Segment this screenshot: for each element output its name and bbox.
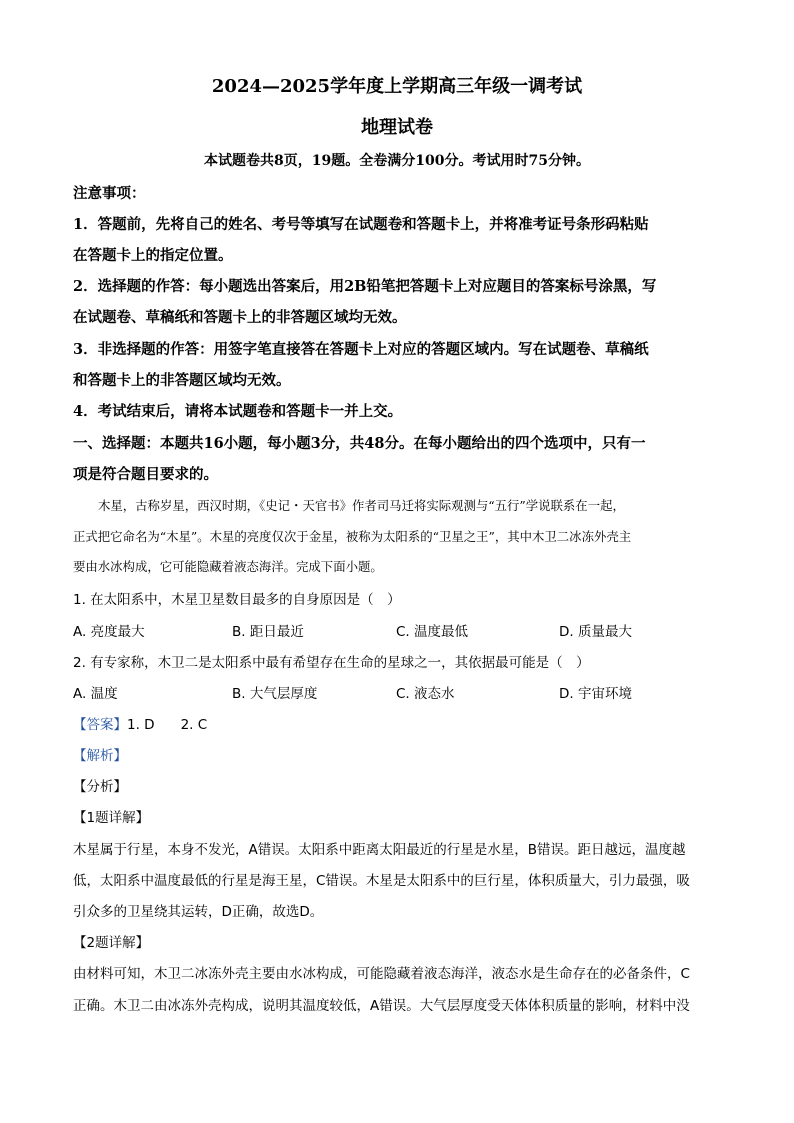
detail-1-line-1: 木星属于行星，本身不发光，A错误。太阳系中距离太阳最近的行星是水星，B错误。距日越远，温度越	[73, 842, 686, 858]
question-1-stem: 1. 在太阳系中，木星卫星数目最多的自身原因是（ ）	[73, 592, 401, 608]
answer-row	[73, 713, 207, 733]
detail-1-tag: 【1题详解】	[73, 810, 150, 826]
section-heading-line2: 项是符合题目要求的。	[73, 466, 218, 483]
notice-item-3a: 3．非选择题的作答：用签字笔直接答在答题卡上对应的答题区域内。写在试题卷、草稿纸	[73, 341, 649, 358]
question-2-option-a: A. 温度	[73, 686, 118, 702]
material-line-2: 正式把它命名为“木星”。木星的亮度仅次于金星，被称为太阳系的“卫星之王”，其中木卫二冰冻外壳主	[73, 529, 632, 544]
detail-2-line-2: 正确。木卫二由冰冻外壳构成，说明其温度较低，A错误。大气层厚度受天体体积质量的影响，材料中没	[73, 998, 690, 1014]
section-heading-line1: 一、选择题：本题共16小题，每小题3分，共48分。在每小题给出的四个选项中，只有一	[73, 435, 646, 452]
exam-title: 2024—2025学年度上学期高三年级一调考试	[211, 76, 583, 97]
notice-item-4: 4．考试结束后，请将本试题卷和答题卡一并上交。	[73, 403, 403, 420]
detail-2-tag: 【2题详解】	[73, 935, 150, 951]
question-2-option-d: D. 宇宙环境	[559, 686, 632, 702]
notice-heading: 注意事项：	[73, 185, 146, 202]
question-1-option-b: B. 距日最近	[232, 624, 304, 640]
notice-item-2b: 在试题卷、草稿纸和答题卡上的非答题区域均无效。	[73, 309, 407, 326]
detail-1-line-3: 引众多的卫星绕其运转，D正确，故选D。	[73, 904, 324, 920]
analysis-tag: 【解析】	[73, 748, 127, 764]
answer-tag: 【答案】	[73, 717, 127, 733]
material-line-3: 要由水冰构成，它可能隐藏着液态海洋。完成下面小题。	[73, 559, 383, 574]
material-line-1: 木星，古称岁星，西汉时期，《史记・天官书》作者司马迁将实际观测与“五行”学说联系在一起，	[98, 498, 625, 513]
answer-value-2: 2. C	[180, 717, 208, 733]
detail-1-line-2: 低，太阳系中温度最低的行星是海王星，C错误。木星是太阳系中的巨行星，体积质量大，引力最强，吸	[73, 873, 690, 889]
exam-info: 本试题卷共8页，19题。全卷满分100分。考试用时75分钟。	[204, 153, 590, 169]
question-2-option-b: B. 大气层厚度	[232, 686, 318, 702]
detail-2-line-1: 由材料可知，木卫二冰冻外壳主要由水冰构成，可能隐藏着液态海洋，液态水是生命存在的必备条件，C	[73, 966, 690, 982]
question-1-option-c: C. 温度最低	[396, 624, 469, 640]
notice-item-1a: 1．答题前，先将自己的姓名、考号等填写在试题卷和答题卡上，并将准考证号条形码粘贴	[73, 216, 649, 233]
question-1-option-a: A. 亮度最大	[73, 624, 145, 640]
question-2-option-c: C. 液态水	[396, 686, 455, 702]
question-1-option-d: D. 质量最大	[559, 624, 632, 640]
question-2-stem: 2. 有专家称，木卫二是太阳系中最有希望存在生命的星球之一，其依据最可能是（ ）	[73, 655, 590, 671]
exam-subject: 地理试卷	[361, 117, 433, 138]
notice-item-2a: 2．选择题的作答：每小题选出答案后，用2B铅笔把答题卡上对应题目的答案标号涂黑，写	[73, 278, 657, 295]
notice-item-3b: 和答题卡上的非答题区域均无效。	[73, 372, 291, 389]
fenxi-tag: 【分析】	[73, 779, 127, 795]
notice-item-1b: 在答题卡上的指定位置。	[73, 247, 233, 264]
answer-value-1: 1. D	[127, 717, 155, 733]
